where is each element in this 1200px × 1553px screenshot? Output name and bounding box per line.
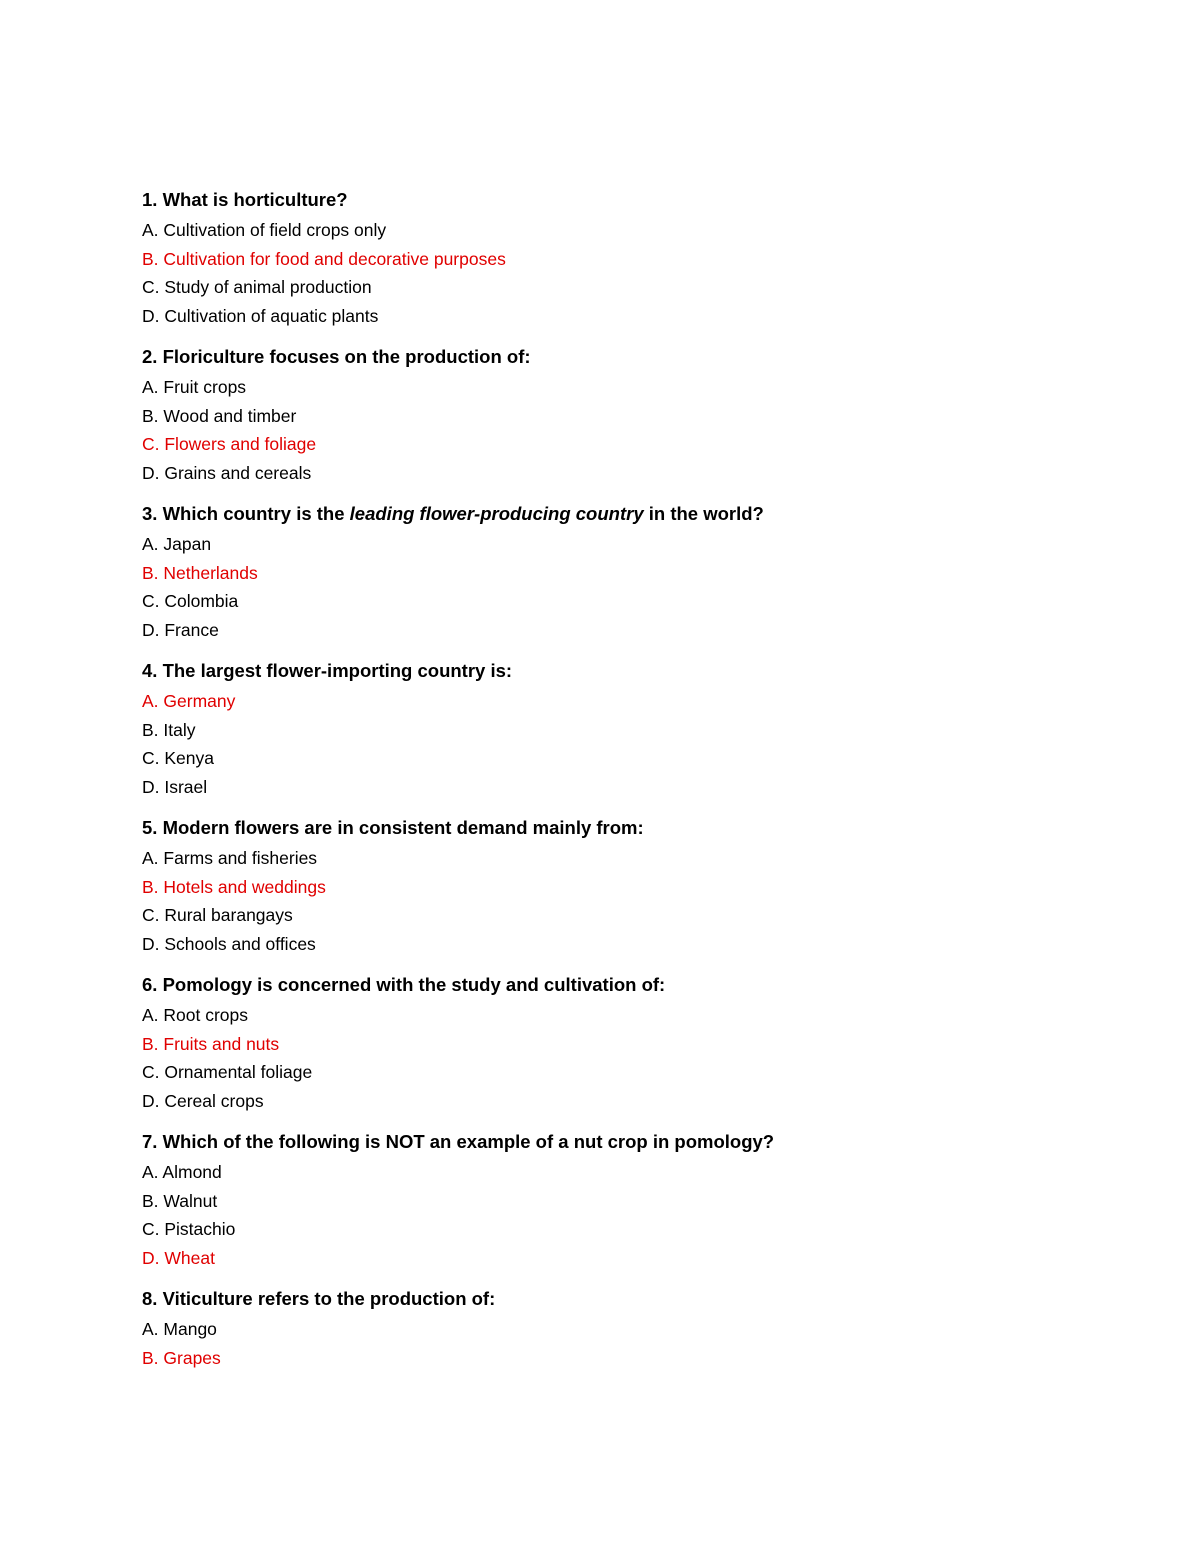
question-number: 1. <box>142 189 158 210</box>
question-text <box>142 186 1102 216</box>
option-a: A. Cultivation of field crops only <box>142 220 387 240</box>
option-c: C. Rural barangays <box>142 905 293 925</box>
option-b-correct: B. Fruits and nuts <box>142 1033 280 1054</box>
question-1 <box>142 186 1102 330</box>
option-d: D. France <box>142 619 219 640</box>
option-d: D. Cereal crops <box>142 1090 264 1111</box>
question-6 <box>142 971 1102 1115</box>
question-prompt: Which country is the <box>162 503 350 524</box>
option-b-correct: B. Hotels and weddings <box>142 876 326 897</box>
question-3 <box>142 500 1102 644</box>
question-text <box>142 814 1102 844</box>
question-number: 3. <box>142 503 158 524</box>
question-prompt: Modern flowers are in consistent demand mainly from: <box>162 817 644 838</box>
option-c: C. Ornamental foliage <box>142 1062 313 1082</box>
option-c-correct: C. Flowers and foliage <box>142 434 317 454</box>
question-number: 4. <box>142 660 158 681</box>
question-prompt: Which of the following is NOT an example of a nut crop in pomology? <box>162 1131 775 1152</box>
question-prompt: What is horticulture? <box>162 189 348 210</box>
option-b-correct: B. Grapes <box>142 1347 221 1368</box>
option-a: A. Japan <box>142 534 212 554</box>
question-number: 6. <box>142 974 158 995</box>
question-prompt: Floriculture focuses on the production of: <box>162 346 531 367</box>
question-4 <box>142 657 1102 801</box>
option-d: D. Cultivation of aquatic plants <box>142 305 379 326</box>
question-2 <box>142 343 1102 487</box>
option-d: D. Grains and cereals <box>142 462 312 483</box>
option-a-correct: A. Germany <box>142 691 236 711</box>
question-number: 2. <box>142 346 158 367</box>
question-text <box>142 1285 1102 1315</box>
question-number: 8. <box>142 1288 158 1309</box>
option-c: C. Kenya <box>142 748 214 768</box>
question-prompt: Pomology is concerned with the study and cultivation of: <box>162 974 666 995</box>
option-c: C. Pistachio <box>142 1219 236 1239</box>
option-c: C. Study of animal production <box>142 277 372 297</box>
question-text <box>142 500 1102 530</box>
question-number: 7. <box>142 1131 158 1152</box>
option-d-correct: D. Wheat <box>142 1247 215 1268</box>
option-a: A. Farms and fisheries <box>142 848 318 868</box>
option-b: B. Italy <box>142 719 196 740</box>
question-text <box>142 343 1102 373</box>
option-d: D. Israel <box>142 776 208 797</box>
option-b-correct: B. Cultivation for food and decorative purposes <box>142 248 506 269</box>
option-b: B. Wood and timber <box>142 405 297 426</box>
question-number: 5. <box>142 817 158 838</box>
option-a: A. Almond <box>142 1162 222 1182</box>
option-b: B. Walnut <box>142 1190 218 1211</box>
question-8 <box>142 1285 1102 1372</box>
option-c: C. Colombia <box>142 591 239 611</box>
question-text <box>142 1128 1102 1158</box>
question-text <box>142 971 1102 1001</box>
option-a: A. Root crops <box>142 1005 249 1025</box>
option-b-correct: B. Netherlands <box>142 562 258 583</box>
question-7 <box>142 1128 1102 1272</box>
quiz-page <box>142 186 1102 1385</box>
question-prompt: Viticulture refers to the production of: <box>162 1288 496 1309</box>
question-5 <box>142 814 1102 958</box>
question-text <box>142 657 1102 687</box>
option-a: A. Fruit crops <box>142 377 247 397</box>
option-d: D. Schools and offices <box>142 933 316 954</box>
option-a: A. Mango <box>142 1319 217 1339</box>
question-emphasis: leading flower-producing country <box>349 503 644 524</box>
question-prompt-end: in the world? <box>643 503 764 524</box>
question-prompt: The largest flower-importing country is: <box>162 660 513 681</box>
